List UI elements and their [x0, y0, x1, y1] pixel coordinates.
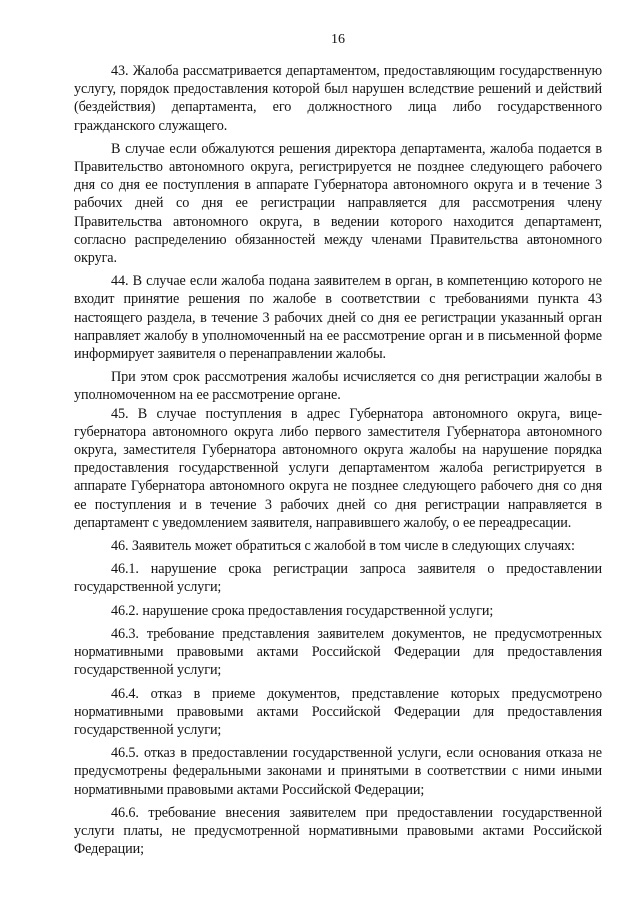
paragraph-46-4: 46.4. отказ в приеме документов, представление которых предусмотрено нормативными правовыми актами Российской Федерации для предоставления государственной услуги; [74, 685, 602, 738]
paragraph-43-director-case: В случае если обжалуются решения директора департамента, жалоба подается в Правительство автономного округа, регистрируется не позднее следующего рабочего дня со дня ее поступления в аппарате Губернатора автономного округа и в течение 3 рабочих дней со дня ее регистрации направляется для рассмотрения члену Правительства автономного округа, в ведении которого находится департамент, согласно распределению обязанностей между членами Правительства автономного округа. [74, 140, 602, 267]
paragraph-45: 45. В случае поступления в адрес Губернатора автономного округа, вице-губернатора автономного округа либо первого заместителя Губернатора автономного округа, заместителя Губернатора автономного округа жалобы на нарушение порядка предоставления государственной услуги департаментом жалоба регистрируется в аппарате Губернатора автономного округа не позднее следующего рабочего дня со дня ее поступления и в течение 3 рабочих дней со дня регистрации направляется в департамент с уведомлением заявителя, направившего жалобу, о ее переадресации. [74, 405, 602, 531]
paragraph-43: 43. Жалоба рассматривается департаментом, предоставляющим государственную услугу, порядок предоставления которой был нарушен вследствие решений и действий (бездействия) департамента, его должностного лица либо государственного гражданского служащего. [74, 63, 602, 134]
paragraph-46-1: 46.1. нарушение срока регистрации запроса заявителя о предоставлении государственной услуги; [74, 561, 602, 596]
paragraph-46-3: 46.3. требование представления заявителем документов, не предусмотренных нормативными правовыми актами Российской Федерации для предоставления государственной услуги; [74, 625, 602, 679]
paragraph-46: 46. Заявитель может обратиться с жалобой в том числе в следующих случаях: [111, 538, 575, 555]
paragraph-46-5: 46.5. отказ в предоставлении государственной услуги, если основания отказа не предусмотрены федеральными законами и принятыми в соответствии с ними иными нормативными правовыми актами Российской Федерации; [74, 745, 602, 798]
page-body [74, 62, 602, 858]
paragraph-44: 44. В случае если жалоба подана заявителем в орган, в компетенцию которого не входит принятие решения по жалобе в соответствии с требованиями пункта 43 настоящего раздела, в течение 3 рабочих дней со дня ее регистрации указанный орган направляет жалобу в уполномоченный на ее рассмотрение орган и в письменной форме информирует заявителя о перенаправлении жалобы. [74, 273, 602, 363]
page-number: 16 [331, 32, 345, 47]
paragraph-44-term: При этом срок рассмотрения жалобы исчисляется со дня регистрации жалобы в уполномоченном на ее рассмотрение органе. [74, 369, 602, 404]
paragraph-46-2: 46.2. нарушение срока предоставления государственной услуги; [111, 602, 494, 619]
paragraph-46-6: 46.6. требование внесения заявителем при предоставлении государственной услуги платы, не предусмотренной нормативными правовыми актами Российской Федерации; [74, 804, 602, 858]
